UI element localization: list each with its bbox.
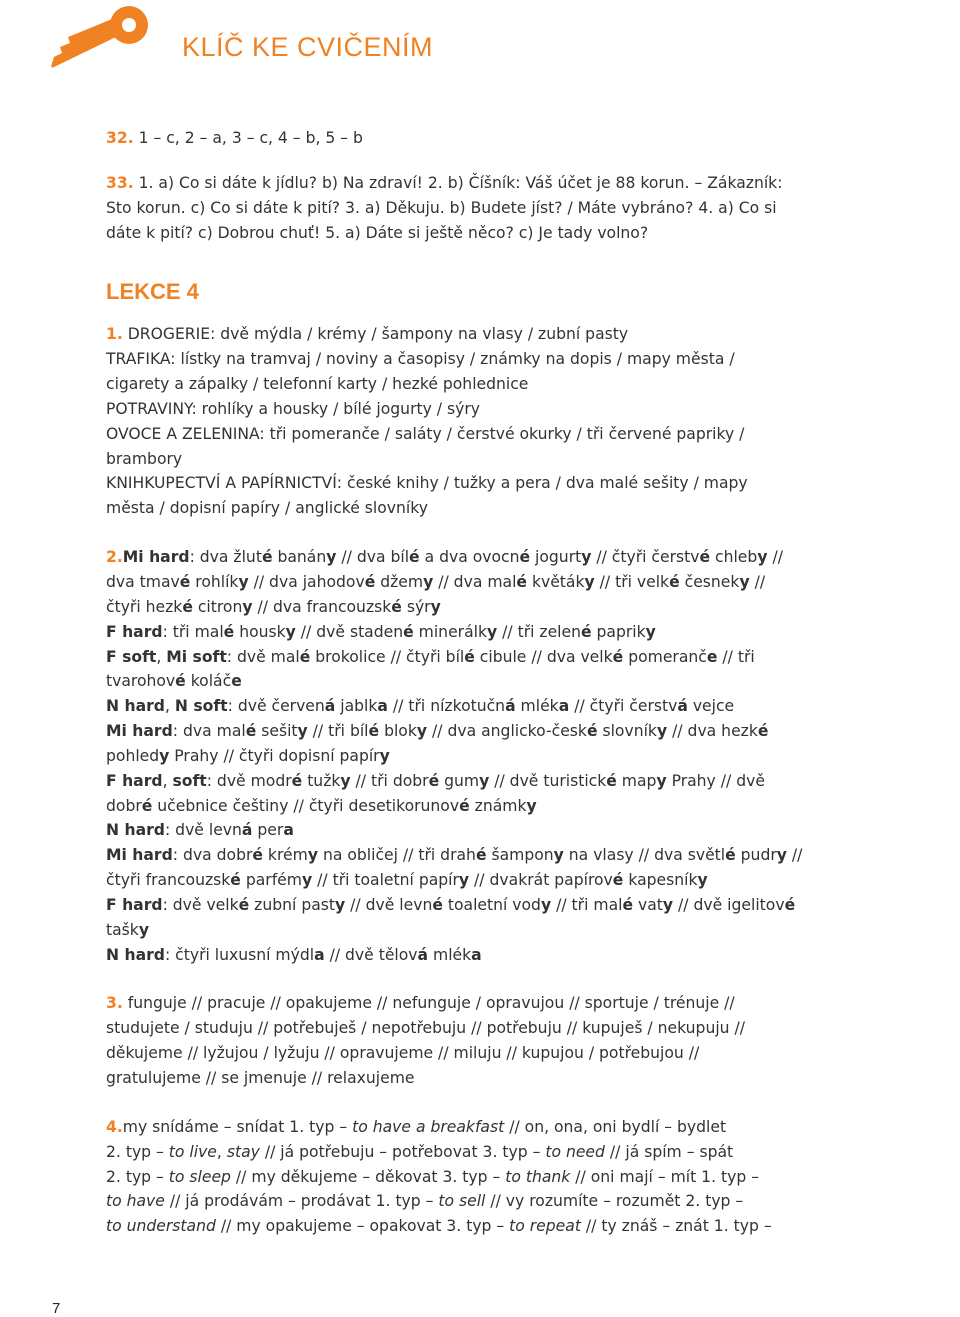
- exercise-number: 33.: [106, 173, 134, 192]
- text-run: é: [368, 722, 380, 741]
- text-run: y: [553, 846, 564, 865]
- text-run: // ty znáš – znát 1. typ –: [580, 1217, 772, 1236]
- text-run: // čtyři čerstv: [569, 697, 678, 716]
- text-run: é: [223, 622, 235, 641]
- text-run: é: [291, 771, 303, 790]
- text-run: é: [606, 771, 617, 790]
- text-run: // dva mal: [433, 572, 517, 591]
- text-run: to have a breakfast: [352, 1117, 505, 1136]
- text-run: é: [725, 846, 736, 865]
- text-run: é: [428, 771, 440, 790]
- text-run: é: [612, 647, 624, 666]
- text-run: toaletní vod: [442, 895, 541, 914]
- text-run: é: [757, 722, 769, 741]
- text-run: květák: [526, 572, 585, 591]
- text-run: // dva francouzsk: [252, 597, 392, 616]
- text-run: y: [479, 771, 490, 790]
- text-run: e: [706, 647, 718, 666]
- text-run: to repeat: [509, 1217, 581, 1236]
- text-run: // dvě tělov: [324, 945, 418, 964]
- text-run: gum: [439, 771, 480, 790]
- text-run: é: [141, 796, 153, 815]
- exercise-lines: [106, 1115, 866, 1239]
- text-run: F soft: [106, 647, 157, 666]
- text-run: é: [299, 647, 311, 666]
- text-run: // oni mají – mít 1. typ –: [570, 1167, 760, 1186]
- text-run: vejce: [687, 697, 735, 716]
- exercise-line: brambory: [106, 449, 183, 468]
- text-run: Mi soft: [166, 647, 227, 666]
- text-run: // dva bíl: [336, 548, 410, 567]
- text-run: sýr: [401, 597, 431, 616]
- exercise-line: města / dopisní papíry / anglické slovníky: [106, 499, 428, 518]
- text-run: é: [391, 597, 402, 616]
- text-run: sešit: [256, 722, 298, 741]
- text-run: // já spím – spát: [604, 1142, 734, 1161]
- text-run: y: [238, 572, 249, 591]
- exercise-line: [106, 943, 866, 968]
- exercise-number: 4.: [106, 1117, 123, 1136]
- text-run: e: [231, 672, 242, 691]
- text-run: é: [182, 597, 193, 616]
- text-run: to have: [106, 1192, 165, 1211]
- text-run: // dvě turistick: [489, 771, 607, 790]
- text-run: y: [340, 771, 351, 790]
- text-run: F hard: [106, 622, 163, 641]
- text-run: F hard: [106, 771, 163, 790]
- text-run: map: [616, 771, 657, 790]
- text-run: é: [612, 871, 624, 890]
- text-run: // dvě levn: [345, 895, 433, 914]
- text-run: tašk: [106, 920, 139, 939]
- text-run: // dvakrát papírov: [469, 871, 613, 890]
- text-run: na obličej // tři drah: [317, 846, 476, 865]
- text-run: // tři mal: [551, 895, 623, 914]
- exercise-line: cigarety a zápalky / telefonní karty / hezké pohlednice: [106, 375, 529, 394]
- text-run: kapesník: [623, 871, 698, 890]
- text-run: //: [786, 846, 803, 865]
- text-run: : dva dobr: [172, 846, 253, 865]
- exercise-line: [106, 694, 866, 719]
- text-run: // já prodávám – prodávat 1. typ –: [164, 1192, 439, 1211]
- exercise-text: 1 – c, 2 – a, 3 – c, 4 – b, 5 – b: [138, 129, 363, 147]
- text-run: é: [364, 572, 376, 591]
- text-run: // my opakujeme – opakovat 3. typ –: [215, 1217, 510, 1236]
- text-run: my snídáme – snídat 1. typ –: [122, 1117, 353, 1136]
- exercise-number: 1.: [106, 325, 123, 344]
- answer-key-content: [106, 126, 866, 1239]
- text-run: : tři mal: [162, 622, 224, 641]
- text-run: // tři nízkotučn: [387, 697, 506, 716]
- text-run: é: [586, 722, 598, 741]
- exercise-line: [106, 1140, 866, 1165]
- exercise-line: POTRAVINY: rohlíky a housky / bílé jogurty / sýry: [106, 399, 480, 418]
- text-run: é: [622, 895, 634, 914]
- text-run: é: [669, 572, 680, 591]
- text-run: y: [159, 746, 170, 765]
- exercise-line: OVOCE A ZELENINA: tři pomeranče / saláty / čerstvé okurky / tři červené papriky /: [106, 424, 745, 443]
- text-run: é: [475, 846, 487, 865]
- exercise-line: 1. a) Co si dáte k jídlu? b) Na zdraví! 2. b) Číšník: Váš účet je 88 korun. – Zákazník:: [138, 173, 783, 192]
- text-run: per: [252, 821, 284, 840]
- lesson-heading: LEKCE 4: [106, 279, 199, 305]
- text-run: : dvě mal: [226, 647, 300, 666]
- text-run: : dva mal: [172, 722, 246, 741]
- text-run: ,: [156, 647, 167, 666]
- text-run: F hard: [106, 895, 163, 914]
- text-run: é: [261, 548, 273, 567]
- text-run: pudr: [735, 846, 777, 865]
- text-run: á: [417, 945, 429, 964]
- text-run: dva tmav: [106, 572, 180, 591]
- text-run: a: [283, 821, 294, 840]
- page-number: 7: [52, 1300, 61, 1317]
- text-run: ,: [162, 771, 173, 790]
- text-run: Prahy // dvě: [666, 771, 765, 790]
- text-run: ,: [216, 1142, 227, 1161]
- text-run: : dvě velk: [162, 895, 239, 914]
- exercise-line: [106, 1115, 866, 1140]
- text-run: é: [459, 796, 470, 815]
- text-run: y: [656, 771, 667, 790]
- text-run: a: [314, 945, 325, 964]
- exercise-line: gratulujeme // se jmenuje // relaxujeme: [106, 1069, 415, 1087]
- text-run: // dvě staden: [295, 622, 404, 641]
- text-run: y: [423, 572, 434, 591]
- text-run: // dva hezk: [667, 722, 758, 741]
- text-run: y: [662, 895, 674, 914]
- exercise-line: [106, 769, 866, 794]
- text-run: y: [526, 796, 537, 815]
- text-run: citron: [192, 597, 243, 616]
- text-run: N hard: [106, 821, 165, 840]
- text-run: //: [749, 572, 766, 591]
- text-run: Prahy // čtyři dopisní papír: [169, 746, 380, 765]
- text-run: krém: [262, 846, 308, 865]
- exercise-2: [106, 545, 866, 967]
- text-run: é: [516, 572, 527, 591]
- exercise-line: [106, 595, 866, 620]
- text-run: é: [238, 895, 250, 914]
- text-run: y: [645, 622, 656, 641]
- text-run: // on, ona, oni bydlí – bydlet: [504, 1117, 727, 1136]
- text-run: é: [179, 572, 191, 591]
- text-run: y: [458, 871, 470, 890]
- exercise-line: [106, 1165, 866, 1190]
- text-run: vat: [633, 895, 663, 914]
- text-run: čtyři hezk: [106, 597, 183, 616]
- exercise-line: [106, 719, 866, 744]
- text-run: é: [252, 846, 263, 865]
- exercise-line: TRAFIKA: lístky na tramvaj / noviny a časopisy / známky na dopis / mapy města /: [106, 350, 735, 369]
- text-run: y: [416, 722, 428, 741]
- text-run: y: [335, 895, 346, 914]
- text-run: é: [403, 622, 414, 641]
- text-run: é: [245, 722, 257, 741]
- text-run: é: [230, 871, 241, 890]
- text-run: soft: [172, 771, 207, 790]
- text-run: : dva žlut: [189, 548, 262, 567]
- text-run: 2. typ –: [106, 1142, 169, 1161]
- text-run: y: [776, 846, 787, 865]
- text-run: y: [584, 572, 595, 591]
- exercise-line: [106, 620, 866, 645]
- text-run: // tři dobr: [350, 771, 429, 790]
- text-run: to need: [545, 1142, 605, 1161]
- text-run: to thank: [505, 1167, 571, 1186]
- exercise-line: [106, 843, 866, 868]
- text-run: y: [297, 722, 308, 741]
- text-run: chleb: [710, 548, 758, 567]
- text-run: Mi hard: [122, 548, 190, 567]
- text-run: é: [175, 672, 186, 691]
- text-run: slovník: [597, 722, 657, 741]
- exercise-line: funguje // pracuje // opakujeme // nefunguje / opravujou // sportuje / trénuje //: [122, 994, 735, 1013]
- text-run: // čtyři čerstv: [591, 548, 700, 567]
- text-run: N soft: [174, 697, 228, 716]
- exercise-line: studujete / studuju // potřebuješ / nepotřebuju // potřebuju // kupuješ / nekupuju //: [106, 1019, 746, 1038]
- text-run: a: [471, 945, 482, 964]
- text-run: 2. typ –: [106, 1167, 169, 1186]
- text-run: é: [581, 622, 592, 641]
- text-run: rohlík: [190, 572, 239, 591]
- text-run: é: [519, 548, 531, 567]
- text-run: blok: [379, 722, 417, 741]
- exercise-line: [106, 794, 866, 819]
- text-run: : dvě modr: [206, 771, 292, 790]
- exercise-line: [106, 818, 866, 843]
- text-run: parfém: [240, 871, 302, 890]
- text-run: to sell: [438, 1192, 486, 1211]
- text-run: é: [784, 895, 796, 914]
- text-run: dobr: [106, 796, 142, 815]
- exercise-3: [106, 991, 866, 1090]
- text-run: y: [656, 722, 668, 741]
- text-run: //: [767, 548, 783, 567]
- exercise-number: 32.: [106, 129, 134, 147]
- text-run: y: [301, 871, 313, 890]
- exercise-line: [106, 669, 866, 694]
- text-run: N hard: [106, 697, 165, 716]
- text-run: // dvě igelitov: [673, 895, 785, 914]
- text-run: a: [377, 697, 388, 716]
- exercise-line: Sto korun. c) Co si dáte k pití? 3. a) Děkuju. b) Budete jíst? / Máte vybráno? 4. a) Co si: [106, 198, 777, 217]
- text-run: // tři: [717, 647, 755, 666]
- text-run: y: [697, 871, 708, 890]
- text-run: šampon: [486, 846, 554, 865]
- text-run: mlék: [515, 697, 559, 716]
- text-run: é: [432, 895, 443, 914]
- text-run: známk: [469, 796, 527, 815]
- text-run: y: [739, 572, 750, 591]
- text-run: y: [581, 548, 592, 567]
- text-run: y: [285, 622, 296, 641]
- exercise-line: [106, 570, 866, 595]
- exercise-33: [106, 171, 866, 246]
- text-run: : dvě červen: [227, 697, 325, 716]
- exercise-number: 3.: [106, 994, 123, 1013]
- text-run: á: [677, 697, 688, 716]
- text-run: y: [487, 622, 498, 641]
- text-run: a: [558, 697, 570, 716]
- text-run: y: [757, 548, 768, 567]
- exercise-line: [106, 545, 866, 570]
- text-run: y: [307, 846, 318, 865]
- text-run: // tři velk: [594, 572, 670, 591]
- text-run: // já potřebuju – potřebovat 3. typ –: [259, 1142, 546, 1161]
- text-run: učebnice češtiny // čtyři desetikorunov: [152, 796, 460, 815]
- text-run: to sleep: [168, 1167, 231, 1186]
- text-run: // vy rozumíte – rozumět 2. typ –: [485, 1192, 744, 1211]
- text-run: Mi hard: [106, 846, 173, 865]
- text-run: jablk: [335, 697, 378, 716]
- text-run: cibule // dva velk: [474, 647, 613, 666]
- text-run: česnek: [679, 572, 740, 591]
- text-run: tužk: [302, 771, 341, 790]
- text-run: y: [242, 597, 253, 616]
- exercise-line: [106, 645, 866, 670]
- text-run: á: [241, 821, 253, 840]
- text-run: stay: [226, 1142, 260, 1161]
- text-run: na vlasy // dva světl: [563, 846, 726, 865]
- text-run: y: [138, 920, 149, 939]
- text-run: a dva ovocn: [419, 548, 520, 567]
- text-run: tvarohov: [106, 672, 176, 691]
- exercise-line: [106, 1214, 866, 1239]
- text-run: é: [464, 647, 475, 666]
- text-run: ,: [164, 697, 175, 716]
- text-run: mlék: [428, 945, 472, 964]
- text-run: y: [326, 548, 337, 567]
- text-run: á: [324, 697, 336, 716]
- text-run: minerálk: [413, 622, 487, 641]
- text-run: á: [505, 697, 516, 716]
- text-run: // tři toaletní papír: [312, 871, 459, 890]
- key-icon: [42, 3, 150, 73]
- text-run: y: [540, 895, 552, 914]
- exercise-line: KNIHKUPECTVÍ A PAPÍRNICTVÍ: české knihy / tužky a pera / dva malé sešity / mapy: [106, 474, 748, 493]
- text-run: // dva anglicko-česk: [427, 722, 587, 741]
- text-run: jogurt: [530, 548, 582, 567]
- text-run: zubní past: [249, 895, 336, 914]
- text-run: paprik: [591, 622, 646, 641]
- text-run: banán: [272, 548, 327, 567]
- text-run: to understand: [106, 1217, 216, 1236]
- page-title: KLÍČ KE CVIČENÍM: [182, 32, 434, 62]
- text-run: y: [379, 746, 390, 765]
- text-run: housk: [234, 622, 286, 641]
- exercise-line: [106, 868, 866, 893]
- exercise-line: [106, 893, 866, 918]
- exercise-line: [106, 1189, 866, 1214]
- text-run: y: [430, 597, 441, 616]
- text-run: // my děkujeme – děkovat 3. typ –: [230, 1167, 506, 1186]
- text-run: é: [409, 548, 420, 567]
- text-run: pomeranč: [623, 647, 707, 666]
- text-run: N hard: [106, 945, 165, 964]
- text-run: // dva jahodov: [248, 572, 365, 591]
- text-run: to live: [168, 1142, 217, 1161]
- exercise-line: [106, 744, 866, 769]
- exercise-line: dáte k pití? c) Dobrou chuť! 5. a) Dáte si ještě něco? c) Je tady volno?: [106, 223, 649, 242]
- text-run: // tři zelen: [497, 622, 581, 641]
- exercise-1: [106, 322, 866, 521]
- text-run: čtyři francouzsk: [106, 871, 231, 890]
- text-run: brokolice // čtyři bíl: [310, 647, 465, 666]
- text-run: koláč: [185, 672, 232, 691]
- exercise-number: 2.: [106, 548, 123, 567]
- text-run: džem: [375, 572, 424, 591]
- exercise-lines: [106, 545, 866, 967]
- exercise-line: děkujeme // lyžujou / lyžuju // opravujeme // miluju // kupujou / potřebujou //: [106, 1044, 700, 1063]
- text-run: é: [699, 548, 711, 567]
- text-run: : dvě levn: [164, 821, 242, 840]
- text-run: pohled: [106, 746, 160, 765]
- exercise-line: [106, 918, 866, 943]
- text-run: : čtyři luxusní mýdl: [164, 945, 315, 964]
- exercise-line: DROGERIE: dvě mýdla / krémy / šampony na vlasy / zubní pasty: [122, 325, 629, 344]
- exercise-4: [106, 1115, 866, 1239]
- text-run: Mi hard: [106, 722, 173, 741]
- exercise-32: [106, 126, 866, 151]
- text-run: // tři bíl: [307, 722, 369, 741]
